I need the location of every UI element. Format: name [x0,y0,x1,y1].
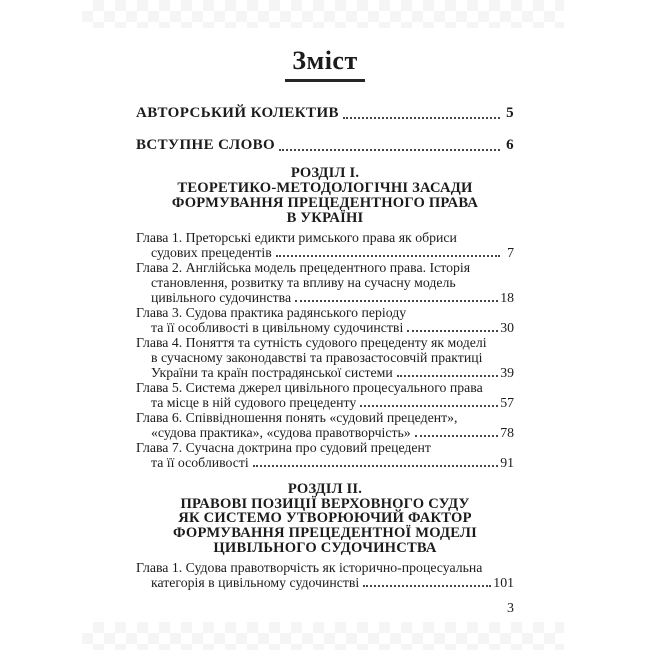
toc-entry-line [136,455,514,470]
section-heading-line: РОЗДІЛ ІІ. [287,480,363,497]
dot-leader [343,117,500,119]
section-heading [136,166,514,226]
toc-content [136,104,514,590]
toc-item-label: та місце в ній судового прецеденту [151,394,357,410]
toc-front-item [136,104,514,122]
section-heading-line: ПРАВОВІ ПОЗИЦІЇ ВЕРХОВНОГО СУДУ [180,495,470,512]
toc-entry-line: Глава 1. Преторські едикти римського права як обриси [136,229,457,245]
toc-item-label: та її особливості в цивільному судочинстві [151,319,404,335]
toc-entry [136,230,514,260]
toc-item-page: 101 [493,575,514,591]
section-heading-line: РОЗДІЛ І. [290,165,360,181]
toc-entry-line [136,320,514,335]
toc-entry-line [136,290,514,305]
toc-entry [136,410,514,440]
toc-entry-line [136,425,514,440]
toc-item-page: 18 [500,289,514,305]
dot-leader [415,435,499,437]
toc-entry-line: Глава 3. Судова практика радянського періоду [136,304,407,320]
toc-entry-line: в сучасному законодавстві та правозастосовчій практиці [151,349,483,365]
dot-leader [363,585,491,587]
toc-entry-line: Глава 5. Система джерел цивільного процесуального права [136,379,483,395]
toc-item-label: та її особливості [151,454,249,470]
section-heading [136,482,514,557]
scan-artifact-bottom [82,622,564,650]
dot-leader [276,255,500,257]
toc-item-page: 39 [500,364,514,380]
toc-entry-line [136,365,514,380]
section-heading-line: В УКРАЇНІ [286,209,364,226]
toc-entry-line: Глава 4. Поняття та сутність судового прецеденту як моделі [136,334,487,350]
toc-entry [136,335,514,380]
toc-entry-line: Глава 1. Судова правотворчість як історично-процесуальна [136,560,483,576]
toc-front-list [136,104,514,154]
section-heading-line: ЦИВІЛЬНОГО СУДОЧИНСТВА [213,540,437,557]
section-heading-line: ФОРМУВАННЯ ПРЕЦЕДЕНТНОЇ МОДЕЛІ [173,525,477,542]
toc-item-label: ВСТУПНЕ СЛОВО [136,137,276,153]
toc-entry-line [136,575,514,590]
toc-entry [136,380,514,410]
dot-leader [397,375,498,377]
toc-entry-line [136,245,514,260]
toc-item-label: України та країн пострадянської системи [151,364,393,380]
toc-item-label: АВТОРСЬКИЙ КОЛЕКТИВ [136,105,339,121]
toc-entry-line: становлення, розвитку та впливу на сучасну модель [151,274,456,290]
toc-entry-line [136,395,514,410]
toc-item-page: 7 [507,244,514,260]
title-block [0,0,650,82]
toc-item-page: 5 [506,105,514,121]
dot-leader [360,405,498,407]
toc-entry [136,260,514,305]
page-number: 3 [507,601,514,616]
toc-entry-line: Глава 2. Англійська модель прецедентного права. Історія [136,259,471,275]
toc-item-page: 30 [500,319,514,335]
toc-entry-line: Глава 7. Сучасна доктрина про судовий прецедент [136,439,431,455]
toc-item-label: категорія в цивільному судочинстві [151,575,360,591]
toc-item-page: 91 [500,454,514,470]
dot-leader [407,330,498,332]
toc-front-item [136,136,514,154]
toc-item-page: 78 [500,424,514,440]
toc-entry [136,305,514,335]
dot-leader [279,149,500,151]
toc-entry [136,440,514,470]
toc-item-label: цивільного судочинства [151,289,292,305]
toc-item-page: 57 [500,394,514,410]
toc-entry [136,560,514,590]
toc-item-page: 6 [506,137,514,153]
dot-leader [295,300,498,302]
section-heading-line: ФОРМУВАННЯ ПРЕЦЕДЕНТНОГО ПРАВА [171,194,479,211]
toc-entry-line: Глава 6. Співвідношення понять «судовий прецедент», [136,409,458,425]
section-heading-line: ТЕОРЕТИКО-МЕТОДОЛОГІЧНІ ЗАСАДИ [177,179,473,196]
toc-item-label: судових прецедентів [151,244,272,260]
section-heading-line: ЯК СИСТЕМО УТВОРЮЮЧИЙ ФАКТОР [178,510,472,527]
toc-sections [136,166,514,590]
toc-item-label: «судова практика», «судова правотворчість» [151,424,411,440]
page-title: Зміст [285,46,364,82]
dot-leader [253,465,498,467]
